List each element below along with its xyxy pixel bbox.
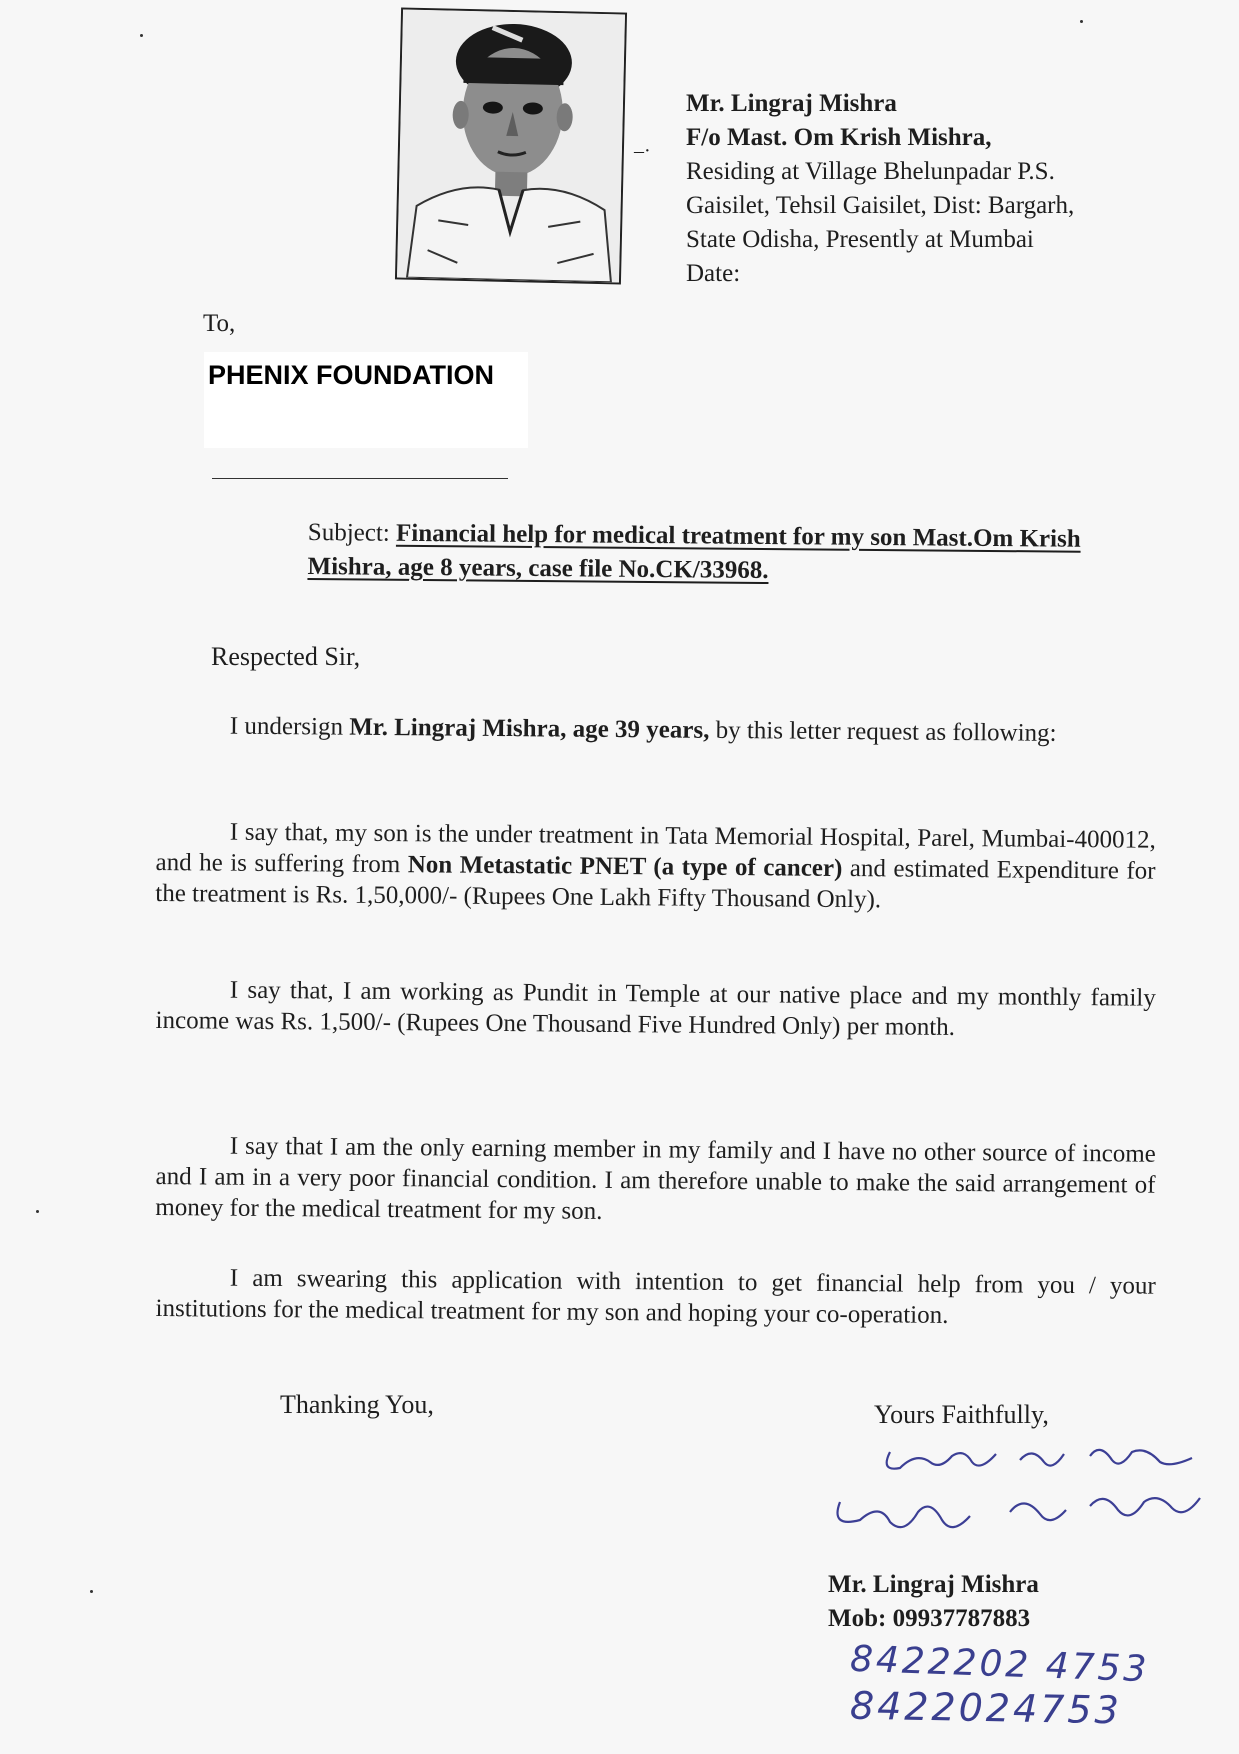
handwritten-phone-number: 8422202 4753 — [849, 1638, 1151, 1691]
handwritten-phone-number: 8422024753 — [849, 1683, 1123, 1733]
recipient-underline — [212, 478, 508, 479]
sender-name: Mr. Lingraj Mishra — [686, 90, 897, 117]
paragraph-text: I say that, my son is the under treatment in Tata Memorial Hospital, Parel, Mumbai-400012, and he is suffering from — [155, 818, 1156, 879]
margin-mark: –· — [634, 140, 651, 162]
paragraph-income: I say that, I am working as Pundit in Temple at our native place and my monthly family income was Rs. 1,500/- (Rupees One Thousand Five Hundred Only) per month. — [155, 976, 1156, 1041]
paragraph-emphasis: Mr. Lingraj Mishra, age 39 years, — [349, 713, 710, 744]
scan-speck — [36, 1210, 39, 1213]
signer-block — [828, 1568, 1039, 1636]
scan-speck — [1080, 20, 1083, 23]
scan-speck — [90, 1590, 93, 1593]
address-line: Residing at Village Bhelunpadar P.S. — [686, 158, 1055, 185]
paragraph-treatment — [155, 816, 1156, 918]
to-label: To, — [203, 310, 236, 337]
closing-line: Yours Faithfully, — [874, 1400, 1049, 1429]
paragraph-introduction — [156, 710, 1156, 750]
subject-line — [307, 516, 1158, 591]
paragraph-request: I am swearing this application with intention to get financial help from you / your institutions for the medical treatment for my son and hoping your co-operation. — [155, 1264, 1156, 1329]
recipient-name: PHENIX FOUNDATION — [208, 360, 495, 390]
thanks-line: Thanking You, — [280, 1390, 434, 1419]
sender-relation: F/o Mast. Om Krish Mishra, — [686, 124, 992, 151]
salutation: Respected Sir, — [211, 642, 361, 671]
paragraph-text: and estimated Expenditure for the treatment is Rs. 1,50,000/- (Rupees One Lakh Fifty Thousand Only). — [155, 854, 1156, 914]
subject-label: Subject: — [307, 518, 390, 547]
applicant-photo — [395, 7, 627, 284]
paragraph-financial-condition: I say that I am the only earning member in my family and I have no other source of income and I am in a very poor financial condition. I am therefore unable to make the said arrangement of money for the medical treatment for my son. — [155, 1132, 1156, 1225]
signer-mobile: Mob: 09937787883 — [828, 1605, 1031, 1632]
signer-name: Mr. Lingraj Mishra — [828, 1571, 1039, 1598]
subject-text: Financial help for medical treatment for my son Mast.Om Krish Mishra, age 8 years, case file No.CK/33968. — [307, 519, 1081, 585]
paragraph-emphasis: Non Metastatic PNET (a type of cancer) — [407, 851, 843, 882]
date-label: Date: — [686, 260, 741, 287]
sender-address-block — [686, 87, 1166, 291]
handwritten-signature — [820, 1432, 1210, 1552]
address-line: State Odisha, Presently at Mumbai — [686, 226, 1034, 253]
scan-speck — [140, 34, 143, 37]
paragraph-text: by this letter request as following: — [709, 716, 1057, 747]
paragraph-text: I undersign — [229, 712, 350, 741]
address-line: Gaisilet, Tehsil Gaisilet, Dist: Bargarh, — [686, 192, 1075, 219]
